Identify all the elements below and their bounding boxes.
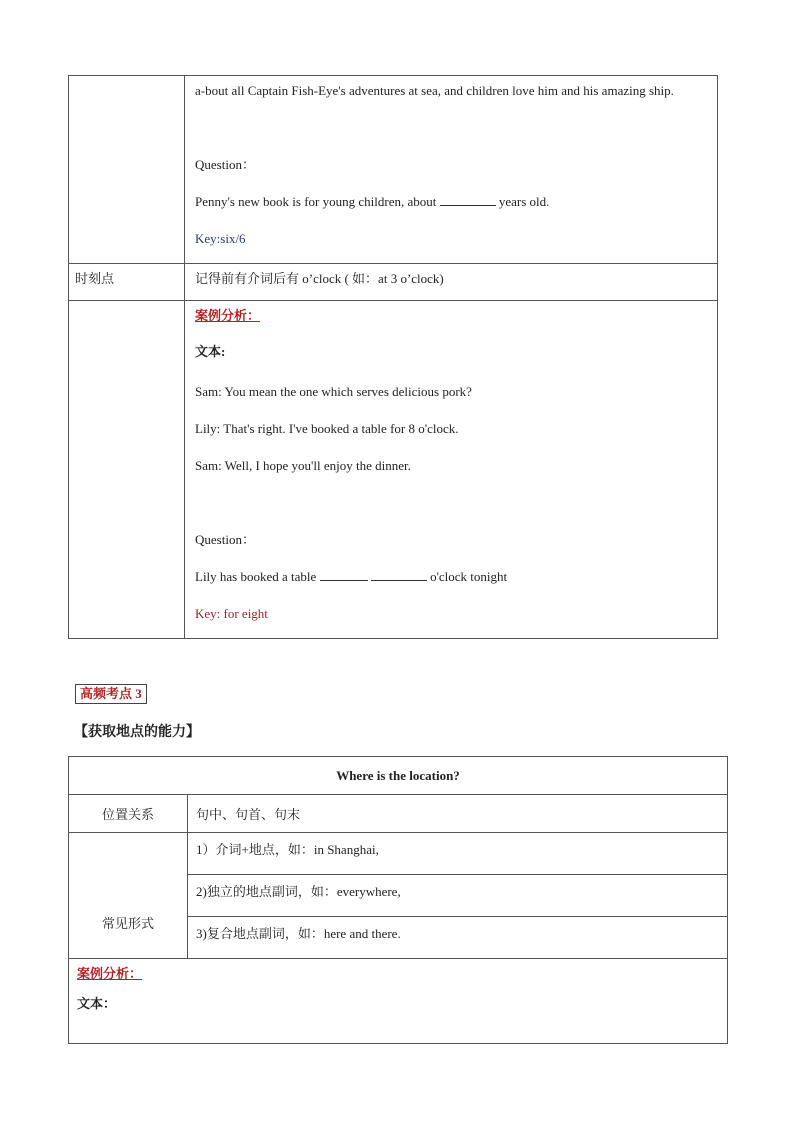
dialog-line: Lily: That's right. I've booked a table for 8 o'clock. — [195, 421, 459, 436]
form-item: 3)复合地点副词，如：here and there. — [188, 917, 728, 959]
answer-key: Key: for eight — [195, 606, 268, 621]
answer-blank — [440, 193, 496, 206]
row1-content-cell — [185, 76, 718, 264]
position-value: 句中、句首、句末 — [188, 795, 728, 833]
table-row — [69, 833, 728, 875]
question-suffix: o'clock tonight — [430, 569, 508, 584]
table-row — [69, 301, 718, 639]
question-label: Question： — [195, 532, 255, 547]
row3-content-cell — [185, 301, 718, 639]
row3-left-cell — [69, 301, 185, 639]
case-analysis-label: 案例分析： — [77, 966, 143, 981]
text-label: 文本： — [77, 996, 117, 1011]
row2-content-cell — [185, 264, 718, 301]
table-row — [69, 264, 718, 301]
row2-text: 记得前有介词后有 o’clock ( 如：at 3 o’clock) — [195, 271, 444, 286]
table-row — [69, 959, 728, 1044]
blank-line — [195, 490, 707, 527]
table-header: Where is the location? — [69, 757, 728, 795]
form-item: 1）介词+地点，如：in Shanghai, — [188, 833, 728, 875]
section-title: 【获取地点的能力】 — [74, 725, 200, 740]
keypoint-label: 高频考点 3 — [75, 684, 147, 704]
table-row — [69, 757, 728, 795]
row1-left-cell — [69, 76, 185, 264]
question-line — [195, 189, 707, 226]
question-line — [195, 564, 707, 601]
table-row — [69, 76, 718, 264]
question-label: Question： — [195, 157, 255, 172]
question-suffix: years old. — [498, 194, 550, 209]
blank-line — [195, 115, 707, 152]
location-table — [68, 756, 728, 1044]
text-label: 文本: — [195, 344, 226, 359]
dialog-line: Sam: Well, I hope you'll enjoy the dinner. — [195, 458, 411, 473]
answer-key: Key:six/6 — [195, 231, 246, 246]
dialog-line: Sam: You mean the one which serves delicious pork? — [195, 384, 472, 399]
passage-line: a-bout all Captain Fish-Eye's adventures at sea, and children love him and his amazing ship. — [195, 83, 674, 98]
time-table — [68, 75, 718, 639]
row2-label: 时刻点 — [69, 264, 185, 301]
answer-blank — [320, 568, 368, 581]
question-text: Penny's new book is for young children, about — [195, 194, 437, 209]
form-item: 2)独立的地点副词，如：everywhere, — [188, 875, 728, 917]
answer-blank — [371, 568, 427, 581]
case-cell — [69, 959, 728, 1044]
forms-label: 常见形式 — [69, 833, 188, 959]
case-analysis-label: 案例分析： — [195, 308, 261, 323]
question-text: Lily has booked a table — [195, 569, 317, 584]
position-label: 位置关系 — [69, 795, 188, 833]
table-row — [69, 795, 728, 833]
